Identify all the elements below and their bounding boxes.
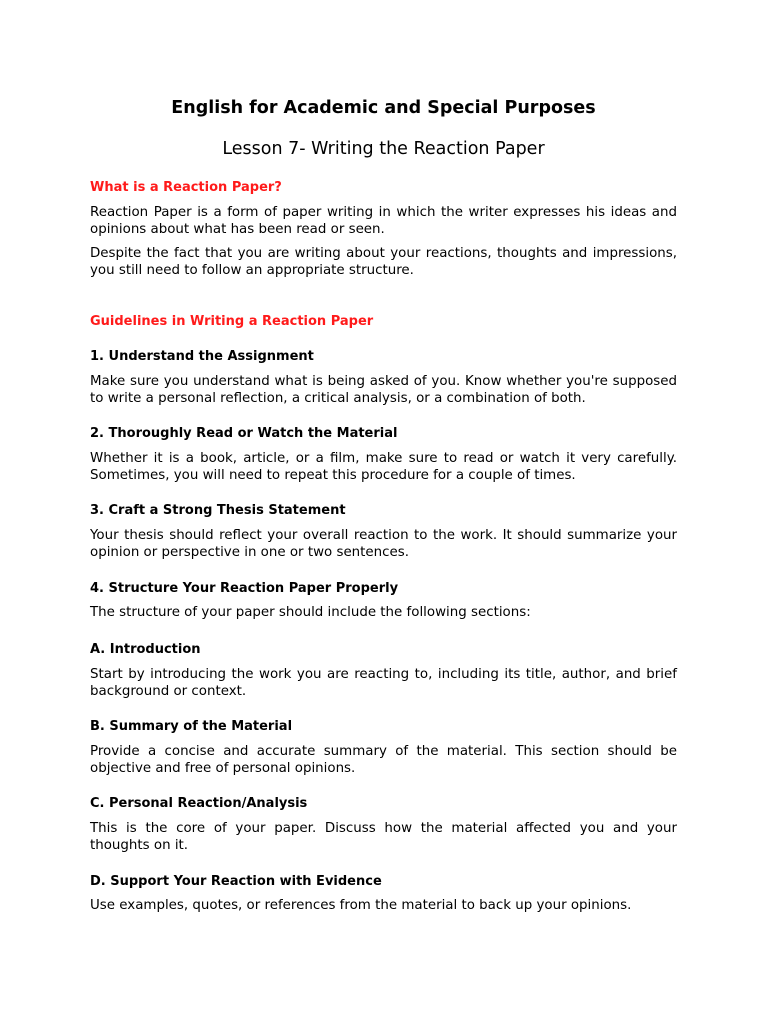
section-heading-guidelines: Guidelines in Writing a Reaction Paper: [90, 314, 374, 329]
section-heading-what: What is a Reaction Paper?: [90, 180, 282, 195]
guideline-text-2: Whether it is a book, article, or a film, make sure to read or watch it very carefully. Sometimes, you will need to repeat this procedure for a couple of times.: [90, 451, 677, 483]
guideline-text-3: Your thesis should reflect your overall reaction to the work. It should summarize your opinion or perspective in one or two sentences.: [90, 528, 677, 560]
structure-text-evidence: Use examples, quotes, or references from the material to back up your opinions.: [90, 898, 632, 913]
structure-text-reaction: This is the core of your paper. Discuss how the material affected you and your thoughts on it.: [90, 821, 677, 853]
guideline-heading-4: 4. Structure Your Reaction Paper Properly: [90, 581, 399, 596]
structure-text-introduction: Start by introducing the work you are reacting to, including its title, author, and brief background or context.: [90, 667, 677, 699]
structure-heading-summary: B. Summary of the Material: [90, 719, 293, 734]
lesson-subtitle: Lesson 7- Writing the Reaction Paper: [222, 139, 545, 159]
guideline-heading-1: 1. Understand the Assignment: [90, 349, 314, 364]
guideline-heading-2: 2. Thoroughly Read or Watch the Material: [90, 426, 398, 441]
guideline-heading-3: 3. Craft a Strong Thesis Statement: [90, 503, 346, 518]
paragraph-definition: Reaction Paper is a form of paper writing in which the writer expresses his ideas and opinions about what has been read or seen.: [90, 205, 677, 237]
structure-heading-reaction: C. Personal Reaction/Analysis: [90, 796, 308, 811]
structure-heading-introduction: A. Introduction: [90, 642, 201, 657]
guideline-text-4: The structure of your paper should include the following sections:: [90, 605, 531, 620]
structure-heading-evidence: D. Support Your Reaction with Evidence: [90, 874, 382, 889]
guideline-text-1: Make sure you understand what is being asked of you. Know whether you're supposed to write a personal reflection, a critical analysis, or a combination of both.: [90, 374, 677, 406]
document-title: English for Academic and Special Purposes: [171, 98, 596, 118]
paragraph-structure-note: Despite the fact that you are writing about your reactions, thoughts and impressions, you still need to follow an appropriate structure.: [90, 246, 677, 278]
structure-text-summary: Provide a concise and accurate summary of the material. This section should be objective and free of personal opinions.: [90, 744, 677, 776]
